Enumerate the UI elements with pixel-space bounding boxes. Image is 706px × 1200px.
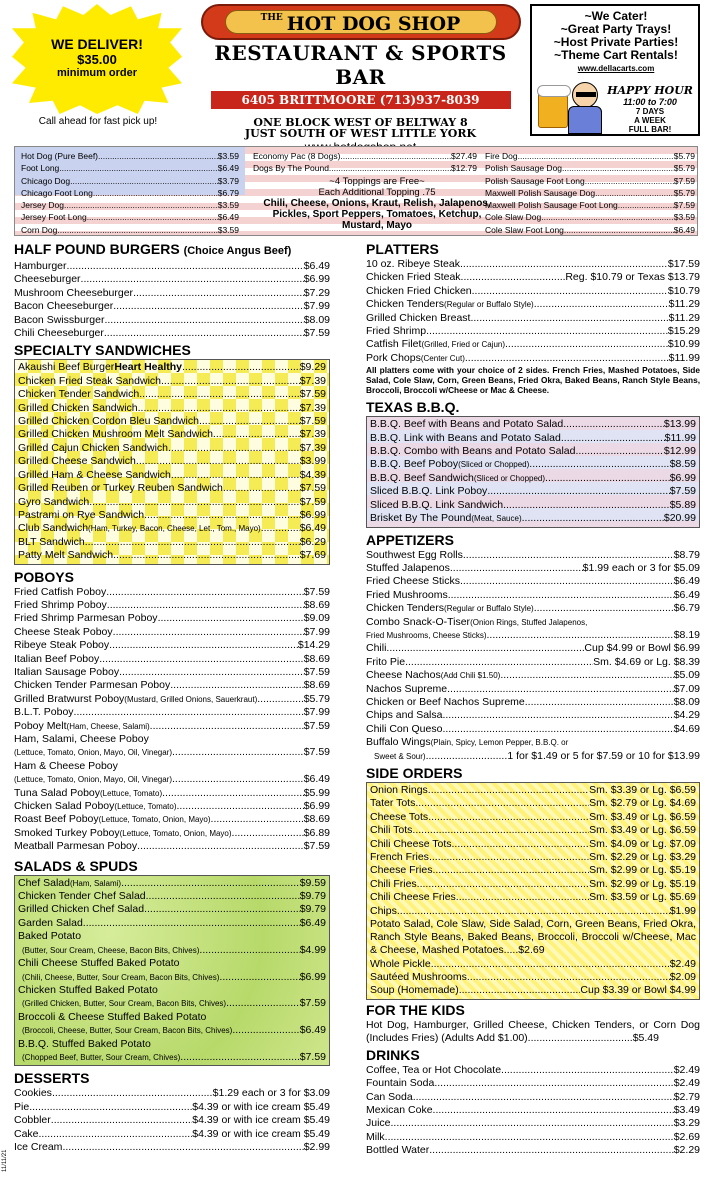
list-item: Fried Mushrooms ..... $6.49 — [366, 589, 700, 602]
list-item: Mushroom Cheeseburger ..... $7.29 — [14, 287, 330, 300]
toppings-list: Chili, Cheese, Onions, Kraut, Relish, Jalapenos, Pickles, Sport Peppers, Tomatoes, Ketchup, Mustard, Mayo — [263, 198, 491, 231]
kids-price: $5.49 — [632, 1032, 659, 1045]
list-item: Sliced B.B.Q. Link Sandwich ..... $5.89 — [370, 499, 696, 512]
list-item: Foot Long ..... $6.49 — [21, 162, 239, 174]
list-item: Patty Melt Sandwich ..... $7.69 — [18, 549, 326, 562]
list-item: Sweet & Sour) ..... 1 for $1.49 or 5 for $7.59 or 10 for $13.99 — [366, 750, 700, 763]
list-item: Pork Chops (Center Cut) ..... $11.99 — [366, 352, 700, 365]
list-item: Chef Salad (Ham, Salami) ..... $9.59 — [18, 877, 326, 890]
list-item: Bottled Water ..... $2.29 — [366, 1144, 700, 1157]
beer-mug-icon — [538, 92, 568, 128]
list-item: Cheese Tots ..... Sm. $3.49 or Lg. $6.59 — [370, 811, 696, 824]
list-item: Tater Tots ..... Sm. $2.79 or Lg. $4.69 — [370, 797, 696, 810]
appetizers-list-2 — [366, 642, 700, 736]
list-item: Cheese Steak Poboy ..... $7.99 — [14, 626, 330, 639]
location-line2: JUST SOUTH OF WEST LITTLE YORK — [244, 127, 477, 140]
cartoon-man-icon — [572, 82, 598, 108]
platters-list — [366, 258, 700, 365]
combo-snack — [366, 616, 700, 643]
logo — [198, 4, 523, 168]
list-item: Sliced B.B.Q. Link Poboy ..... $7.59 — [370, 485, 696, 498]
list-item: Fried Shrimp Parmesan Poboy ..... $9.09 — [14, 612, 330, 625]
list-item: Hot Dog (Pure Beef) ..... $3.59 — [21, 150, 239, 162]
poboy-hsc — [14, 733, 330, 787]
list-item: Polish Sausage Dog ..... $5.79 — [485, 162, 695, 174]
list-item: Chicago Dog ..... $3.79 — [21, 175, 239, 187]
list-item: Fire Dog ..... $5.79 — [485, 150, 695, 162]
list-item: Jersey Dog ..... $3.59 — [21, 199, 239, 211]
list-item: (Lettuce, Tomato, Onion, Mayo, Oil, Vinegar) ..... $7.59 — [14, 746, 330, 759]
list-item: Buffalo Wings (Plain, Spicy, Lemon Pepper, B.B.Q. or — [366, 736, 569, 749]
list-item: Can Soda ..... $2.79 — [366, 1091, 700, 1104]
section-title-salads: SALADS & SPUDS — [14, 857, 138, 874]
list-item: Club Sandwich (Ham, Turkey, Bacon, Cheese, Let., Tom., Mayo) ..... $6.49 — [18, 522, 326, 535]
list-item: Grilled Cheese Sandwich ..... $3.99 — [18, 455, 326, 468]
list-item: Cheese Fries ..... Sm. $2.99 or Lg. $5.19 — [370, 864, 696, 877]
drinks-list — [366, 1064, 700, 1158]
bbq-list — [366, 416, 700, 527]
logo-subtitle: RESTAURANT & SPORTS BAR — [214, 41, 507, 89]
section-title-platters: PLATTERS — [366, 241, 439, 257]
location-line1: ONE BLOCK WEST OF BELTWAY 8 — [253, 116, 468, 129]
address-phone: 6405 BRITTMOORE (713)937-8039 — [211, 91, 511, 109]
buffalo-wings — [366, 736, 700, 763]
cater-lines — [536, 10, 696, 75]
section-title-poboys: POBOYS — [14, 568, 74, 585]
section-title-appetizers: APPETIZERS — [366, 531, 454, 548]
list-item: Corn Dog ..... $3.59 — [21, 224, 239, 236]
list-item: Chicken Fried Chicken ..... $10.79 — [366, 285, 700, 298]
platters-note: All platters come with your choice of 2 sides. French Fries, Mashed Potatoes, Side Salad, Cole Slaw, Corn, Green Beans, Fried Okra, Baked Beans, Ranch Style Beans, Broccoli, Broccoli w/Cheese or Mac & Cheese. — [366, 365, 700, 396]
hot-dog-menu — [14, 146, 698, 236]
list-item: Soup (Homemade) ..... Cup $3.39 or Bowl $4.99 — [370, 984, 696, 997]
list-item: Chili Cheese Stuffed Baked Potato — [18, 957, 180, 970]
list-item: Grilled Cajun Chicken Sandwich ..... $7.39 — [18, 442, 326, 455]
list-item: Chicken Tender Sandwich ..... $7.59 — [18, 388, 326, 401]
list-item: Chili Con Queso ..... $4.69 — [366, 723, 700, 736]
happy-hour — [606, 84, 694, 134]
kids-item: Hot Dog, Hamburger, Grilled Cheese, Chicken Tenders, or Corn Dog (Includes Fries) (Adults Add $1.00)....................................$5.49 — [366, 1018, 700, 1045]
happy-hour-bar: FULL BAR! — [628, 125, 672, 134]
list-item: Grilled Bratwurst Poboy (Mustard, Grilled Onions, Sauerkraut) ..... $5.79 — [14, 693, 330, 706]
section-title-kids: FOR THE KIDS — [366, 1001, 465, 1018]
list-item: Whole Pickle ..... $2.49 — [370, 958, 696, 971]
list-item: Chicken Fried Steak ..... Reg. $10.79 or Texas $13.79 — [366, 271, 700, 284]
deliver-line1: WE DELIVER! — [51, 36, 143, 52]
list-item: Polish Sausage Foot Long ..... $7.59 — [485, 175, 695, 187]
poboys-list — [14, 586, 330, 733]
list-item: Maxwell Polish Sausage Foot Long ..... $7.59 — [485, 199, 695, 211]
hot-dog-logo-icon — [201, 4, 521, 40]
catering-box — [530, 4, 700, 136]
salads-box — [14, 875, 330, 1067]
happy-hour-week: A WEEK — [634, 116, 666, 125]
list-item: Chili Cheese Fries ..... Sm. $3.59 or Lg. $5.69 — [370, 891, 696, 904]
list-item: Chicken Tender Chef Salad ..... $9.79 — [18, 890, 326, 903]
sides-box — [366, 782, 700, 1000]
list-item: (Lettuce, Tomato, Onion, Mayo, Oil, Vinegar) ..... $6.49 — [14, 773, 330, 786]
list-item: Bacon Swissburger ..... $8.09 — [14, 314, 330, 327]
poboys-list-2 — [14, 787, 330, 854]
list-item: Economy Pac (8 Dogs) ..... $27.49 — [253, 150, 477, 162]
list-item: Chicken Tender Parmesan Poboy ..... $8.69 — [14, 679, 330, 692]
list-item: Chicken Stuffed Baked Potato — [18, 983, 158, 996]
list-item: Chili ..... Cup $4.99 or Bowl $6.99 — [366, 642, 700, 655]
menu-header — [0, 0, 706, 142]
list-item: Grilled Chicken Sandwich ..... $7.39 — [18, 402, 326, 415]
list-item: Fountain Soda ..... $2.49 — [366, 1077, 700, 1090]
list-item: Pie ..... $4.39 or with ice cream $5.49 — [14, 1101, 330, 1114]
logo-name: HOT DOG SHOP — [286, 13, 461, 35]
list-item: Fried Shrimp Poboy ..... $8.69 — [14, 599, 330, 612]
list-item: BLT Sandwich ..... $6.29 — [18, 536, 326, 549]
logo-the: THE — [260, 13, 283, 23]
deliver-line2: $35.00 — [77, 52, 117, 67]
list-item: Cole Slaw Dog ..... $3.59 — [485, 211, 695, 223]
list-item: B.B.Q. Beef Sandwich (Sliced or Chopped) ..... $6.99 — [370, 472, 696, 485]
list-item: Coffee, Tea or Hot Chocolate ..... $2.49 — [366, 1064, 700, 1077]
list-item: Gyro Sandwich ..... $7.59 — [18, 496, 326, 509]
happy-hour-time: 11:00 to 7:00 — [623, 97, 677, 107]
list-item-detail: (Grilled Chicken, Butter, Sour Cream, Bacon Bits, Chives) ..... $7.59 — [18, 997, 326, 1010]
list-item: Cookies ..... $1.29 each or 3 for $3.09 — [14, 1087, 330, 1100]
list-item: Chips ..... $1.99 — [370, 905, 696, 918]
list-item: Chili Fries ..... Sm. $2.99 or Lg. $5.19 — [370, 878, 696, 891]
cater-line: ~We Cater! — [584, 9, 648, 23]
list-item: Chicago Foot Long ..... $6.79 — [21, 187, 239, 199]
list-item: Grilled Chicken Mushroom Melt Sandwich ..... $7.39 — [18, 428, 326, 441]
burgers-list — [14, 260, 330, 340]
list-item: B.B.Q. Stuffed Baked Potato — [18, 1037, 151, 1050]
desserts-list — [14, 1087, 330, 1154]
list-item: Fried Shrimp ..... $15.29 — [366, 325, 700, 338]
list-item: Grilled Chicken Cordon Bleu Sandwich ..... $7.59 — [18, 415, 326, 428]
list-item: Maxwell Polish Sausage Dog ..... $5.79 — [485, 187, 695, 199]
list-item: Grilled Reuben or Turkey Reuben Sandwich ..... $7.59 — [18, 482, 326, 495]
toppings-free: ~4 Toppings are Free~ — [329, 176, 425, 187]
list-item-detail: (Chopped Beef, Butter, Sour Cream, Chives) ..... $7.59 — [18, 1051, 326, 1064]
list-item: Dogs By The Pound ..... $12.79 — [253, 162, 477, 174]
list-item: Stuffed Jalapenos ..... $1.99 each or 3 for $5.09 — [366, 562, 700, 575]
list-item: Italian Beef Poboy ..... $8.69 — [14, 653, 330, 666]
section-title-drinks: DRINKS — [366, 1046, 420, 1063]
list-item-detail: (Chili, Cheese, Butter, Sour Cream, Bacon Bits, Chives) ..... $6.99 — [18, 971, 326, 984]
list-item: B.L.T. Poboy ..... $7.99 — [14, 706, 330, 719]
list-item: Roast Beef Poboy (Lettuce, Tomato, Onion, Mayo) ..... $8.69 — [14, 813, 330, 826]
cater-line: ~Theme Cart Rentals! — [554, 48, 678, 62]
list-item: B.B.Q. Beef Poboy (Sliced or Chopped) ..... $8.59 — [370, 458, 696, 471]
list-item: Chicken Tenders (Regular or Buffalo Style) ..... $11.29 — [366, 298, 700, 311]
list-item: Hamburger ..... $6.49 — [14, 260, 330, 273]
list-item: Mexican Coke ..... $3.49 — [366, 1104, 700, 1117]
list-item: 10 oz. Ribeye Steak ..... $17.59 — [366, 258, 700, 271]
date-tag: 11/11/21 — [2, 1149, 8, 1172]
list-item: Chicken Salad Poboy (Lettuce, Tomato) ..... $6.99 — [14, 800, 330, 813]
list-item: Southwest Egg Rolls ..... $8.79 — [366, 549, 700, 562]
list-item: Onion Rings ..... Sm. $3.39 or Lg. $6.59 — [370, 784, 696, 797]
list-item: Chicken Tenders (Regular or Buffalo Style) ..... $6.79 — [366, 602, 700, 615]
list-item: French Fries ..... Sm. $2.29 or Lg. $3.29 — [370, 851, 696, 864]
list-item: Garden Salad ..... $6.49 — [18, 917, 326, 930]
cater-line: ~Host Private Parties! — [553, 35, 679, 49]
cater-url[interactable]: www.dellacarts.com — [577, 64, 655, 73]
section-title-bbq: TEXAS B.B.Q. — [366, 399, 460, 416]
list-item: Frito Pie ..... Sm. $4.69 or Lg. $8.39 — [366, 656, 700, 669]
list-item: Grilled Chicken Chef Salad ..... $9.79 — [18, 903, 326, 916]
toppings-info — [263, 176, 491, 231]
section-title-burgers: HALF POUND BURGERS (Choice Angus Beef) — [14, 241, 292, 257]
list-item: Fried Catfish Poboy ..... $7.59 — [14, 586, 330, 599]
toppings-additional: Each Additional Topping .75 — [318, 187, 436, 198]
hotdog-col1 — [21, 150, 239, 236]
list-item: Cheese Nachos (Add Chili $1.50) ..... $5.09 — [366, 669, 700, 682]
list-item: B.B.Q. Link with Beans and Potato Salad ..... $11.99 — [370, 432, 696, 445]
happy-hour-title: HAPPY HOUR — [607, 84, 693, 97]
hotdog-col3 — [485, 150, 695, 236]
list-item: Chili Cheeseburger ..... $7.59 — [14, 327, 330, 340]
right-column — [366, 240, 700, 1158]
sandwiches-list — [14, 359, 330, 564]
kids-note: (Adults Add $1.00) — [438, 1032, 528, 1045]
list-item: Cobbler ..... $4.39 or with ice cream $5.49 — [14, 1114, 330, 1127]
list-item: Ice Cream ..... $2.99 — [14, 1141, 330, 1154]
list-item: Smoked Turkey Poboy (Lettuce, Tomato, Onion, Mayo) ..... $6.89 — [14, 827, 330, 840]
section-title-sides: SIDE ORDERS — [366, 765, 463, 781]
list-item: Chips and Salsa ..... $4.29 — [366, 709, 700, 722]
list-item: Cheeseburger ..... $6.99 — [14, 273, 330, 286]
list-item: Chili Tots ..... Sm. $3.49 or Lg. $6.59 — [370, 824, 696, 837]
list-item: Tuna Salad Poboy (Lettuce, Tomato) ..... $5.99 — [14, 787, 330, 800]
list-item: Cole Slaw Foot Long ..... $6.49 — [485, 224, 695, 236]
list-item: Pastrami on Rye Sandwich ..... $6.99 — [18, 509, 326, 522]
list-item: Juice ..... $3.29 — [366, 1117, 700, 1130]
list-item: B.B.Q. Beef with Beans and Potato Salad ..... $13.99 — [370, 418, 696, 431]
list-item: Italian Sausage Poboy ..... $7.59 — [14, 666, 330, 679]
list-item: Jersey Foot Long ..... $6.49 — [21, 211, 239, 223]
list-item: Meatball Parmesan Poboy ..... $7.59 — [14, 840, 330, 853]
list-item: Akaushi Beef Burger Heart Healthy ..... $9.29 — [18, 361, 326, 374]
list-item: Brisket By The Pound (Meat, Sauce) ..... $20.99 — [370, 512, 696, 525]
list-item: Bacon Cheeseburger ..... $7.99 — [14, 300, 330, 313]
list-item-detail: (Broccoli, Cheese, Butter, Sour Cream, Bacon Bits, Chives) ..... $6.49 — [18, 1024, 326, 1037]
kids-text: Hot Dog, Hamburger, Grilled Cheese, Chicken Tenders, or Corn Dog (Includes Fries) — [366, 1018, 700, 1045]
cater-line: ~Great Party Trays! — [560, 22, 672, 36]
list-item: Catfish Filet (Grilled, Fried or Cajun) ..... $10.99 — [366, 338, 700, 351]
cartoon-man-body — [568, 106, 602, 134]
section-title-sandwiches: SPECIALTY SANDWICHES — [14, 342, 191, 359]
happy-hour-days: 7 DAYS — [635, 107, 665, 116]
list-item: Poboy Melt (Ham, Cheese, Salami) ..... $7.59 — [14, 720, 330, 733]
appetizers-list — [366, 549, 700, 616]
list-item: Chili Cheese Tots ..... Sm. $4.09 or Lg. $7.09 — [370, 838, 696, 851]
list-item: Grilled Ham & Cheese Sandwich ..... $4.39 — [18, 469, 326, 482]
list-item: Sautéed Mushrooms ..... $2.09 — [370, 971, 696, 984]
burgers-subtitle: (Choice Angus Beef) — [183, 245, 292, 257]
call-ahead: Call ahead for fast pick up! — [38, 116, 158, 127]
list-item: Baked Potato — [18, 930, 82, 943]
list-item: Combo Snack-O-Tiser (Onion Rings, Stuffed Jalapenos, — [366, 615, 588, 628]
delivery-promo — [12, 36, 182, 79]
list-item: Milk ..... $2.69 — [366, 1131, 700, 1144]
list-item: Ribeye Steak Poboy ..... $14.29 — [14, 639, 330, 652]
list-item: Cake ..... $4.39 or with ice cream $5.49 — [14, 1128, 330, 1141]
list-item: Nachos Supreme ..... $7.09 — [366, 683, 700, 696]
list-item-detail: (Butter, Sour Cream, Cheese, Bacon Bits, Chives) ..... $4.99 — [18, 944, 326, 957]
deliver-line3: minimum order — [56, 67, 138, 79]
section-title-desserts: DESSERTS — [14, 1070, 90, 1087]
list-item: Grilled Chicken Breast ..... $11.29 — [366, 312, 700, 325]
left-column — [14, 240, 330, 1154]
list-item: Chicken or Beef Nachos Supreme ..... $8.09 — [366, 696, 700, 709]
list-item: Fried Mushrooms, Cheese Sticks) ..... $8.19 — [366, 629, 700, 642]
list-item: Broccoli & Cheese Stuffed Baked Potato — [18, 1010, 207, 1023]
list-item: Ham, Salami, Cheese Poboy — [14, 733, 149, 745]
list-item: Chicken Fried Steak Sandwich ..... $7.39 — [18, 375, 326, 388]
list-item: Ham & Cheese Poboy — [14, 759, 118, 772]
sides-combo: Potato Salad, Cole Slaw, Side Salad, Corn, Green Beans, Fried Okra, Ranch Style Beans, Baked Beans, Broccoli, Broccoli w/Cheese, Mac & Cheese, Mashed Potatoes.....$2.69 — [370, 918, 696, 957]
list-item: B.B.Q. Combo with Beans and Potato Salad ..... $12.99 — [370, 445, 696, 458]
list-item: Fried Cheese Sticks ..... $6.49 — [366, 575, 700, 588]
hotdog-col2 — [253, 150, 477, 175]
